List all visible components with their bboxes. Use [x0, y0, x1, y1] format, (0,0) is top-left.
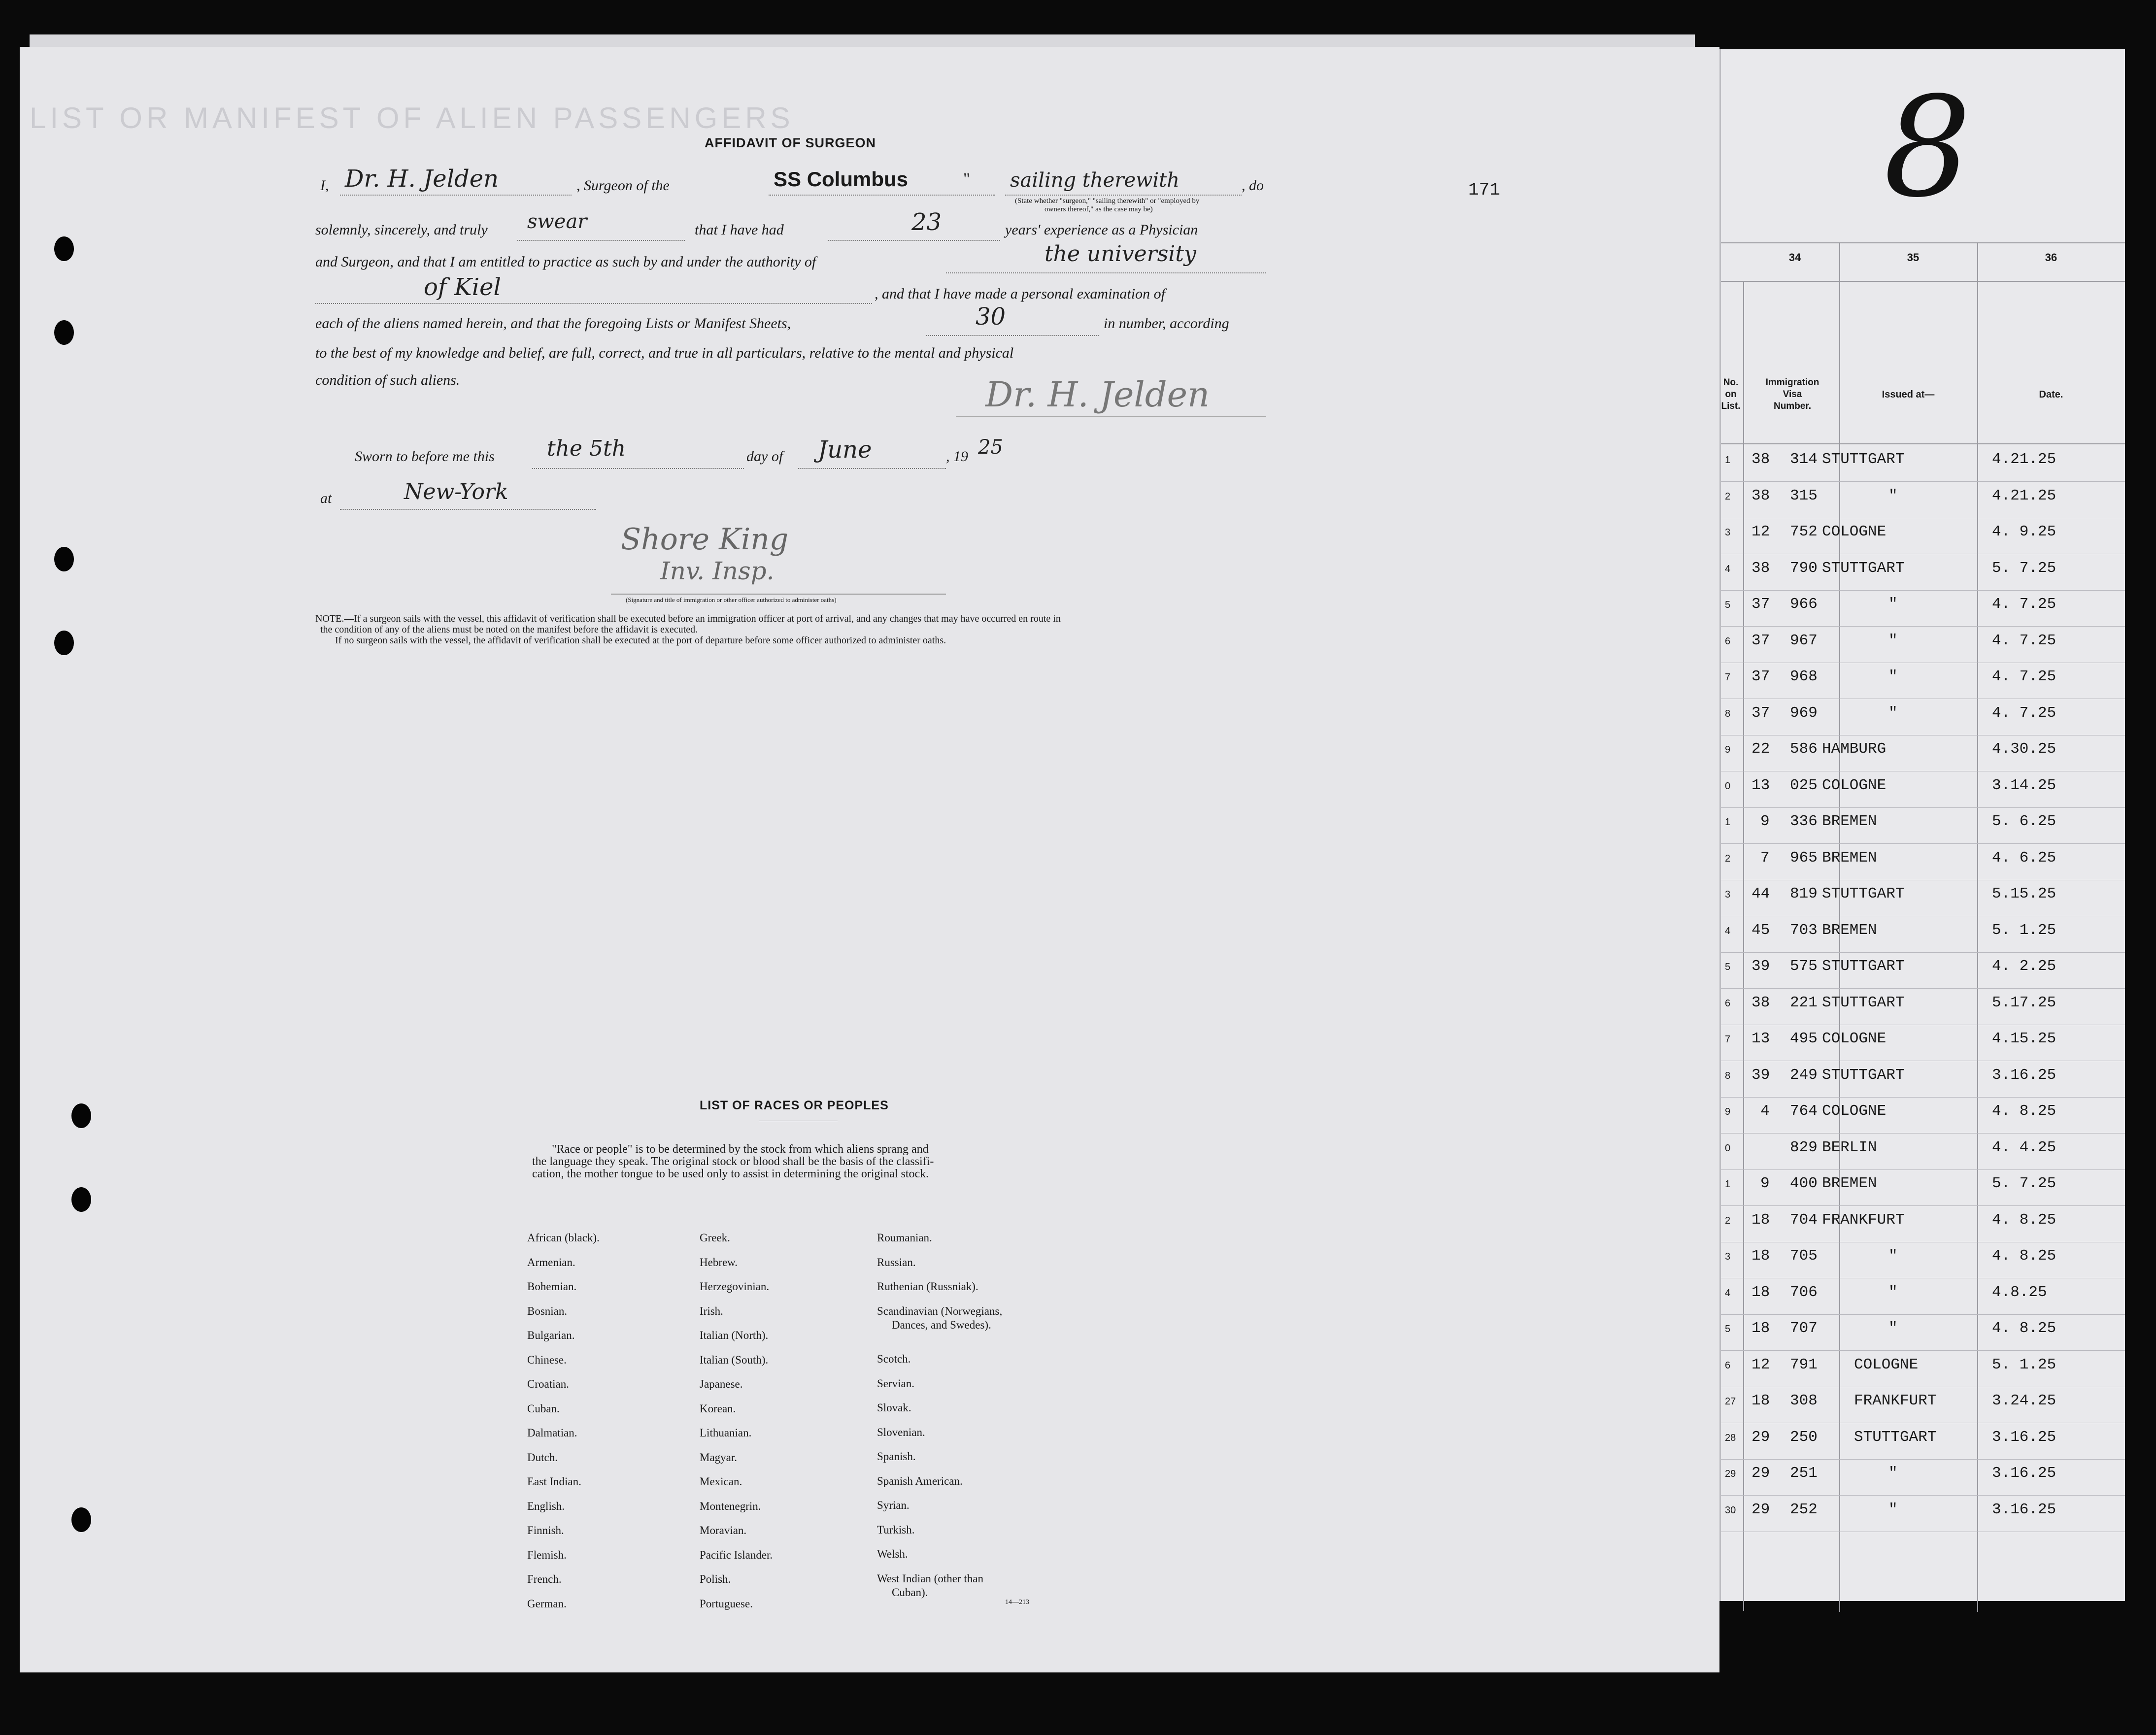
col-divider	[1977, 242, 1978, 1612]
col-number-36: 36	[2045, 251, 2057, 264]
row-number: 29	[1725, 1468, 1736, 1479]
officer-caption: (Signature and title of immigration or other officer authorized to administer oaths)	[626, 596, 837, 603]
issued-at: BREMEN	[1822, 813, 1877, 830]
visa-prefix: 13	[1752, 776, 1770, 794]
visa-prefix: 18	[1752, 1247, 1770, 1265]
visa-number: 252	[1790, 1501, 1818, 1518]
visa-number: 967	[1790, 632, 1818, 649]
visa-prefix: 38	[1752, 451, 1770, 468]
line1-i: I,	[320, 177, 329, 194]
officer-signature-2: Inv. Insp.	[660, 557, 775, 585]
visa-prefix: 29	[1752, 1465, 1770, 1482]
note-3: If no surgeon sails with the vessel, the affidavit of verification shall be executed at the port of departure before some officer authorized to administer oaths.	[335, 635, 946, 646]
visa-prefix: 38	[1752, 559, 1770, 577]
visa-date: 4.8.25	[1992, 1283, 2047, 1301]
issued-at: STUTTGART	[1822, 885, 1905, 902]
visa-date: 5. 1.25	[1992, 921, 2056, 939]
row-number: 3	[1725, 527, 1731, 538]
hole-punch	[54, 236, 74, 261]
visa-number: 705	[1790, 1247, 1818, 1265]
races-title: LIST OF RACES OR PEOPLES	[700, 1099, 889, 1112]
visa-prefix: 45	[1752, 921, 1770, 939]
issued-at: COLOGNE	[1822, 1102, 1886, 1120]
sworn-place: New-York	[404, 479, 508, 504]
visa-prefix: 18	[1752, 1211, 1770, 1229]
visa-prefix: 38	[1752, 487, 1770, 504]
visa-number: 819	[1790, 885, 1818, 902]
race-item: Herzegovinian.	[700, 1280, 770, 1293]
race-item: Magyar.	[700, 1451, 738, 1464]
row-number: 2	[1725, 491, 1731, 502]
visa-prefix: 4	[1760, 1102, 1770, 1120]
visa-number: 764	[1790, 1102, 1818, 1120]
col-number-34: 34	[1788, 251, 1801, 264]
row-number: 4	[1725, 563, 1731, 574]
row-number: 5	[1725, 962, 1731, 972]
note-label: NOTE.	[315, 613, 344, 624]
note-1-text: —If a surgeon sails with the vessel, this affidavit of verification shall be executed before an immigration officer at port of arrival, and any changes that may have occurred en route in	[344, 613, 1061, 624]
row-number: 1	[1725, 455, 1731, 466]
row-number: 7	[1725, 1034, 1731, 1045]
visa-number: 250	[1790, 1428, 1818, 1446]
row-number: 28	[1725, 1432, 1736, 1443]
visa-prefix: 12	[1752, 523, 1770, 540]
race-item: Spanish.	[877, 1450, 916, 1463]
visa-date: 3.16.25	[1992, 1066, 2056, 1084]
visa-prefix: 18	[1752, 1320, 1770, 1337]
line5-text-a: each of the aliens named herein, and that the foregoing Lists or Manifest Sheets,	[315, 315, 791, 332]
issued-at: COLOGNE	[1854, 1356, 1919, 1373]
race-item: African (black).	[527, 1232, 600, 1244]
race-item: Montenegrin.	[700, 1500, 761, 1512]
visa-prefix: 39	[1752, 958, 1770, 975]
visa-prefix: 7	[1760, 849, 1770, 867]
line2-text-c: years' experience as a Physician	[1005, 222, 1198, 238]
race-item: Scandinavian (Norwegians,	[877, 1304, 1003, 1317]
issued-at: "	[1888, 704, 1898, 722]
race-item: Servian.	[877, 1377, 915, 1390]
visa-number: 336	[1790, 813, 1818, 830]
hole-punch	[71, 1103, 91, 1128]
hole-punch	[54, 320, 74, 345]
row-number: 27	[1725, 1396, 1736, 1407]
visa-date: 3.24.25	[1992, 1392, 2056, 1409]
stamp-number: 171	[1468, 180, 1500, 200]
issued-at: STUTTGART	[1822, 958, 1905, 975]
row-number: 3	[1725, 1251, 1731, 1262]
issued-at: STUTTGART	[1822, 994, 1905, 1011]
sworn-text: Sworn to before me this	[355, 448, 495, 465]
visa-number: 308	[1790, 1392, 1818, 1409]
race-item: English.	[527, 1500, 565, 1512]
years-line	[828, 240, 1000, 241]
visa-prefix: 44	[1752, 885, 1770, 902]
issued-at: "	[1888, 487, 1898, 504]
visa-prefix: 18	[1752, 1392, 1770, 1409]
col-divider	[1743, 281, 1744, 1611]
do-text: , do	[1242, 177, 1264, 194]
row-rule	[1721, 590, 2125, 591]
sailing-line	[1005, 195, 1242, 196]
visa-number: 575	[1790, 958, 1818, 975]
row-number: 5	[1725, 1324, 1731, 1335]
race-item: Bohemian.	[527, 1280, 577, 1293]
table-top-rule	[1721, 242, 2125, 243]
sailing-status: sailing therewith	[1010, 169, 1180, 192]
issued-at: BERLIN	[1822, 1138, 1877, 1156]
visa-date: 4. 7.25	[1992, 668, 2056, 685]
race-item: Chinese.	[527, 1353, 567, 1366]
row-rule	[1721, 1350, 2125, 1351]
race-item: Scotch.	[877, 1353, 911, 1365]
head-date: Date.	[2039, 389, 2063, 400]
row-number: 9	[1725, 744, 1731, 755]
visa-date: 3.16.25	[1992, 1428, 2056, 1446]
row-number: 0	[1725, 780, 1731, 792]
visa-number: 400	[1790, 1175, 1818, 1192]
visa-date: 4. 8.25	[1992, 1320, 2056, 1337]
place-line	[340, 509, 596, 510]
surgeon-signature: Dr. H. Jelden	[985, 374, 1210, 415]
race-item: German.	[527, 1597, 567, 1610]
race-item: West Indian (other than	[877, 1572, 983, 1585]
row-number: 2	[1725, 853, 1731, 864]
visa-date: 4. 8.25	[1992, 1247, 2056, 1265]
issued-at: COLOGNE	[1822, 776, 1886, 794]
row-rule	[1721, 1314, 2125, 1315]
visa-prefix: 9	[1760, 1175, 1770, 1192]
race-item: Finnish.	[527, 1524, 564, 1536]
issued-at: HAMBURG	[1822, 740, 1886, 758]
race-item: Korean.	[700, 1402, 736, 1415]
row-number: 1	[1725, 1179, 1731, 1190]
ship-name: SS Columbus	[774, 167, 909, 191]
line5-text-b: in number, according	[1104, 315, 1229, 332]
race-item: Japanese.	[700, 1378, 743, 1390]
row-rule	[1721, 481, 2125, 482]
visa-prefix: 18	[1752, 1283, 1770, 1301]
row-rule	[1721, 807, 2125, 808]
visa-prefix: 29	[1752, 1428, 1770, 1446]
issued-at: "	[1888, 1320, 1898, 1337]
line3-text-a: and Surgeon, and that I am entitled to practice as such by and under the authority of	[315, 254, 816, 270]
at-label: at	[320, 490, 332, 506]
visa-date: 4.15.25	[1992, 1030, 2056, 1047]
issued-at: COLOGNE	[1822, 523, 1886, 540]
faint-header-bleed: LIST OR MANIFEST OF ALIEN PASSENGERS	[30, 101, 794, 134]
row-number: 8	[1725, 1070, 1731, 1081]
row-number: 9	[1725, 1106, 1731, 1117]
issued-at: STUTTGART	[1822, 451, 1905, 468]
issued-at: BREMEN	[1822, 849, 1877, 867]
line2-text-a: solemnly, sincerely, and truly	[315, 222, 488, 238]
issued-at: STUTTGART	[1822, 1066, 1905, 1084]
visa-number: 706	[1790, 1283, 1818, 1301]
issued-at: "	[1888, 1465, 1898, 1482]
issued-at: BREMEN	[1822, 1175, 1877, 1192]
state-note-1: (State whether "surgeon," "sailing therewith" or "employed by	[1015, 197, 1200, 205]
row-rule	[1721, 1205, 2125, 1206]
row-rule	[1721, 1133, 2125, 1134]
sworn-year: 25	[978, 436, 1003, 459]
race-item: Flemish.	[527, 1548, 567, 1561]
authority-line	[946, 272, 1266, 273]
affidavit-sheet	[20, 47, 1719, 1672]
race-item: Irish.	[700, 1304, 723, 1317]
line4-text-b: , and that I have made a personal examination of	[875, 286, 1165, 302]
officer-signature-1: Shore King	[621, 522, 789, 557]
visa-date: 4. 8.25	[1992, 1102, 2056, 1120]
visa-number: 249	[1790, 1066, 1818, 1084]
row-number: 3	[1725, 889, 1731, 900]
issued-at: COLOGNE	[1822, 1030, 1886, 1047]
visa-date: 4. 6.25	[1992, 849, 2056, 867]
visa-number: 703	[1790, 921, 1818, 939]
line6: to the best of my knowledge and belief, are full, correct, and true in all particulars, relative to the mental and physical	[315, 345, 1014, 361]
row-rule	[1721, 1495, 2125, 1496]
issued-at: "	[1888, 632, 1898, 649]
sheet-count: 30	[976, 303, 1006, 331]
race-item: Bosnian.	[527, 1304, 568, 1317]
issued-at: FRANKFURT	[1822, 1211, 1905, 1229]
visa-date: 5. 6.25	[1992, 813, 2056, 830]
visa-prefix: 9	[1760, 813, 1770, 830]
race-item: Spanish American.	[877, 1474, 963, 1487]
row-rule	[1721, 1097, 2125, 1098]
row-number: 1	[1725, 817, 1731, 828]
visa-date: 4. 4.25	[1992, 1138, 2056, 1156]
visa-date: 4. 7.25	[1992, 704, 2056, 722]
sworn-month-line	[798, 468, 946, 469]
race-item: Turkish.	[877, 1523, 915, 1536]
ship-line	[769, 195, 995, 196]
head-issued-at: Issued at—	[1882, 389, 1935, 400]
head-no-on-list: No. on List.	[1721, 377, 1741, 411]
visa-number: 314	[1790, 451, 1818, 468]
visa-prefix: 13	[1752, 1030, 1770, 1047]
race-item: Roumanian.	[877, 1232, 932, 1244]
visa-number: 790	[1790, 559, 1818, 577]
officer-line	[611, 594, 946, 595]
ship-quote: "	[963, 170, 970, 188]
race-item: Welsh.	[877, 1548, 908, 1560]
note-1	[315, 613, 1061, 625]
race-item: Hebrew.	[700, 1256, 738, 1268]
visa-prefix: 12	[1752, 1356, 1770, 1373]
head-visa-number: Immigration Visa Number.	[1765, 377, 1819, 411]
surgeon-of-the-text: , Surgeon of the	[576, 177, 670, 194]
race-item: Moravian.	[700, 1524, 747, 1536]
count-line	[926, 335, 1099, 336]
issued-at: STUTTGART	[1822, 559, 1905, 577]
race-item: Dutch.	[527, 1451, 558, 1464]
visa-number: 829	[1790, 1138, 1818, 1156]
visa-date: 5.15.25	[1992, 885, 2056, 902]
race-item: Croatian.	[527, 1378, 569, 1390]
line7: condition of such aliens.	[315, 372, 460, 388]
visa-number: 586	[1790, 740, 1818, 758]
line2-text-b: that I have had	[695, 222, 784, 238]
row-rule	[1721, 952, 2125, 953]
issued-at: "	[1888, 596, 1898, 613]
visa-date: 5. 1.25	[1992, 1356, 2056, 1373]
race-item: Russian.	[877, 1256, 916, 1268]
row-number: 4	[1725, 1287, 1731, 1299]
race-item: Syrian.	[877, 1499, 910, 1511]
authority-value: the university	[1044, 241, 1196, 267]
row-number: 6	[1725, 635, 1731, 647]
row-number: 8	[1725, 708, 1731, 719]
surgeon-name-line	[340, 195, 572, 196]
sworn-day-value: the 5th	[547, 436, 626, 461]
visa-number: 791	[1790, 1356, 1818, 1373]
race-item: Ruthenian (Russniak).	[877, 1280, 978, 1293]
visa-number: 221	[1790, 994, 1818, 1011]
visa-number: 251	[1790, 1465, 1818, 1482]
visa-date: 4. 7.25	[1992, 632, 2056, 649]
affidavit-title: AFFIDAVIT OF SURGEON	[705, 135, 876, 150]
race-item: Lithuanian.	[700, 1427, 752, 1439]
authority-cont-line	[315, 303, 872, 304]
visa-date: 4.21.25	[1992, 487, 2056, 504]
race-item: Cuban.	[527, 1402, 560, 1415]
header-rule	[1721, 281, 2125, 282]
visa-number: 968	[1790, 668, 1818, 685]
race-item: East Indian.	[527, 1475, 581, 1488]
visa-date: 3.16.25	[1992, 1465, 2056, 1482]
races-intro-3: cation, the mother tongue to be used only to assist in determining the original stock.	[532, 1168, 929, 1180]
visa-date: 5. 7.25	[1992, 1175, 2056, 1192]
visa-number: 965	[1790, 849, 1818, 867]
row-rule	[1721, 1169, 2125, 1170]
hole-punch	[54, 547, 74, 571]
race-item: Greek.	[700, 1232, 730, 1244]
visa-table-sheet	[1719, 49, 2125, 1601]
header-bottom-rule	[1721, 443, 2125, 444]
row-rule	[1721, 988, 2125, 989]
issued-at: "	[1888, 1501, 1898, 1518]
issued-at: "	[1888, 1247, 1898, 1265]
race-item: Dalmatian.	[527, 1427, 577, 1439]
row-number: 5	[1725, 600, 1731, 610]
visa-number: 966	[1790, 596, 1818, 613]
row-number: 30	[1725, 1504, 1736, 1516]
row-rule	[1721, 626, 2125, 627]
visa-number: 707	[1790, 1320, 1818, 1337]
race-item: Italian (North).	[700, 1329, 769, 1341]
visa-date: 3.14.25	[1992, 776, 2056, 794]
row-number: 2	[1725, 1215, 1731, 1226]
col-number-35: 35	[1907, 251, 1920, 264]
visa-prefix: 22	[1752, 740, 1770, 758]
form-number: 14—213	[1005, 1599, 1029, 1606]
state-note-2: owners thereof," as the case may be)	[1044, 205, 1153, 213]
race-item: Mexican.	[700, 1475, 742, 1488]
issued-at: BREMEN	[1822, 921, 1877, 939]
issued-at: FRANKFURT	[1854, 1392, 1937, 1409]
hole-punch	[71, 1187, 91, 1212]
authority-cont: of Kiel	[424, 273, 501, 301]
race-item: Slovenian.	[877, 1426, 925, 1438]
day-of-text: day of	[746, 448, 783, 465]
visa-number: 752	[1790, 523, 1818, 540]
visa-prefix: 29	[1752, 1501, 1770, 1518]
hole-punch	[54, 631, 74, 655]
visa-number: 315	[1790, 487, 1818, 504]
visa-date: 4. 7.25	[1992, 596, 2056, 613]
visa-prefix: 37	[1752, 704, 1770, 722]
sworn-day-line	[532, 468, 744, 469]
visa-number: 704	[1790, 1211, 1818, 1229]
race-item: Bulgarian.	[527, 1329, 575, 1341]
visa-date: 5. 7.25	[1992, 559, 2056, 577]
issued-at: "	[1888, 668, 1898, 685]
race-item: Pacific Islander.	[700, 1548, 773, 1561]
visa-date: 3.16.25	[1992, 1501, 2056, 1518]
visa-number: 495	[1790, 1030, 1818, 1047]
row-number: 4	[1725, 925, 1731, 936]
surgeon-name: Dr. H. Jelden	[345, 165, 499, 193]
race-item: French.	[527, 1573, 562, 1585]
hole-punch	[71, 1507, 91, 1532]
year-prefix: , 19	[946, 448, 968, 465]
visa-number: 969	[1790, 704, 1818, 722]
races-intro-1: "Race or people" is to be determined by the stock from which aliens sprang and	[552, 1143, 929, 1156]
race-item: Cuban).	[892, 1586, 928, 1599]
race-item: Slovak.	[877, 1401, 911, 1414]
races-intro-2: the language they speak. The original stock or blood shall be the basis of the classifi-	[532, 1155, 934, 1168]
note-2: the condition of any of the aliens must be noted on the manifest before the affidavit is executed.	[320, 624, 698, 635]
visa-number: 025	[1790, 776, 1818, 794]
visa-prefix: 37	[1752, 668, 1770, 685]
visa-date: 4. 8.25	[1992, 1211, 2056, 1229]
visa-prefix: 37	[1752, 632, 1770, 649]
visa-prefix: 38	[1752, 994, 1770, 1011]
visa-date: 4.21.25	[1992, 451, 2056, 468]
issued-at: "	[1888, 1283, 1898, 1301]
race-item: Italian (South).	[700, 1353, 769, 1366]
visa-prefix: 39	[1752, 1066, 1770, 1084]
signature-line	[956, 416, 1266, 417]
sworn-month: June	[818, 436, 872, 464]
race-item: Armenian.	[527, 1256, 575, 1268]
row-number: 6	[1725, 998, 1731, 1009]
swear-line	[517, 240, 685, 241]
race-item: Dances, and Swedes).	[892, 1318, 991, 1331]
page-mark: 8	[1884, 67, 1972, 228]
visa-date: 4. 2.25	[1992, 958, 2056, 975]
swear-word: swear	[527, 210, 587, 233]
race-item: Portuguese.	[700, 1597, 753, 1610]
visa-prefix: 37	[1752, 596, 1770, 613]
visa-date: 4.30.25	[1992, 740, 2056, 758]
race-item: Polish.	[700, 1573, 731, 1585]
row-number: 7	[1725, 672, 1731, 683]
row-number: 6	[1725, 1360, 1731, 1371]
row-rule	[1721, 843, 2125, 844]
visa-date: 4. 9.25	[1992, 523, 2056, 540]
row-rule	[1721, 1459, 2125, 1460]
row-number: 0	[1725, 1142, 1731, 1154]
years-value: 23	[911, 208, 942, 236]
visa-date: 5.17.25	[1992, 994, 2056, 1011]
issued-at: STUTTGART	[1854, 1428, 1937, 1446]
